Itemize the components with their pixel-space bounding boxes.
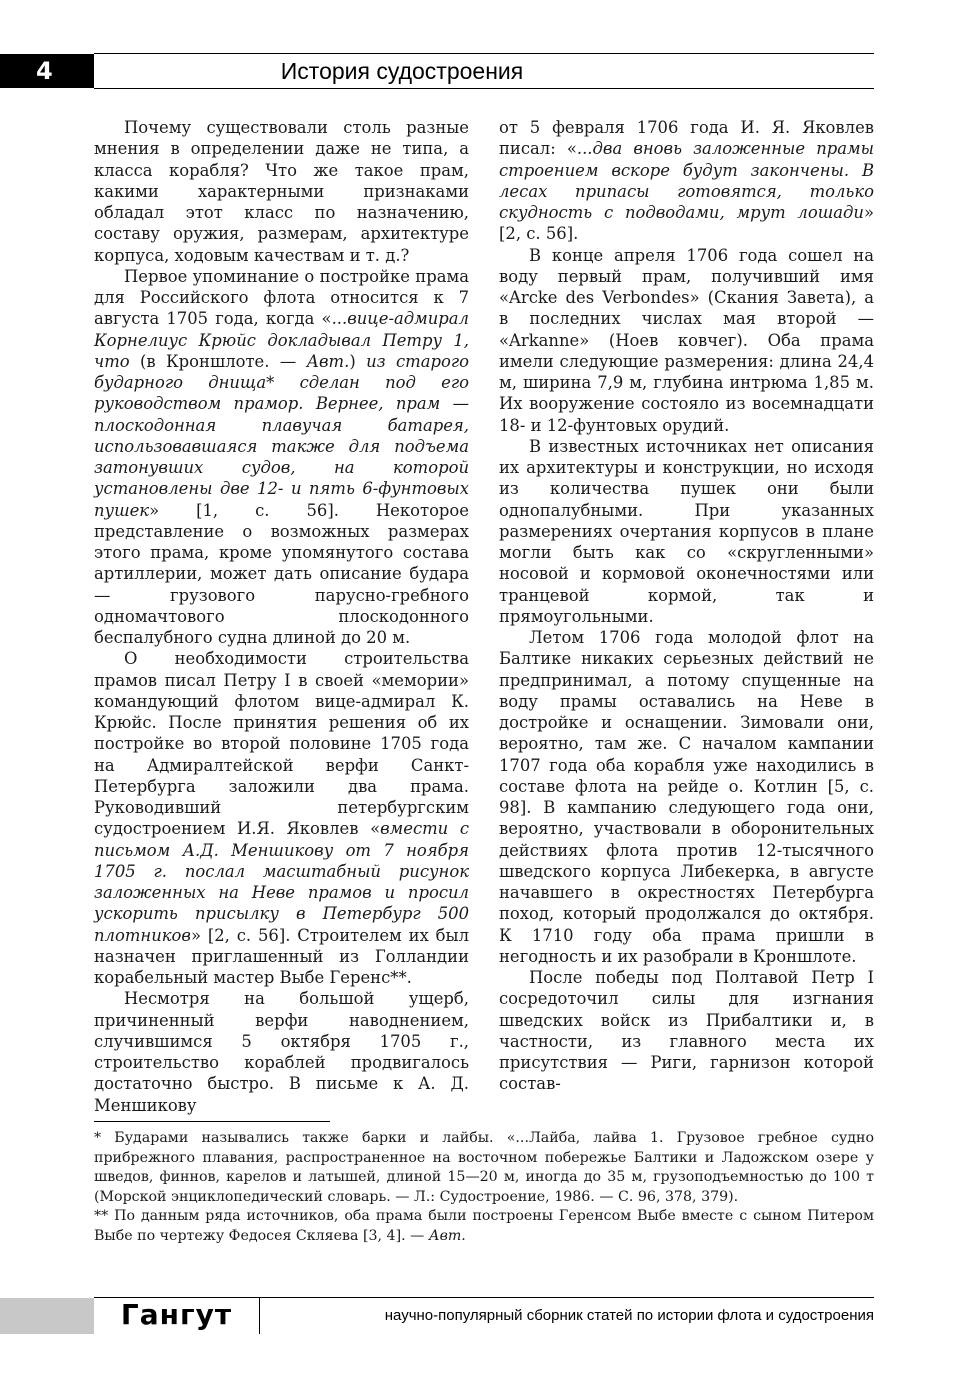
- text-run: В известных источниках нет описания их архитектуры и конструкции, но исходя из количества пушек они были однопалубными. При указанных размерениях очертания корпусов в плане могли быть как со «скругленными» носовой и кормовой оконечностями или транцевой кормой, так и прямоугольными.: [499, 436, 874, 626]
- footer-tagline: научно-популярный сборник статей по истории флота и судостроения: [384, 1307, 874, 1324]
- text-run: ): [349, 351, 367, 371]
- footer-gray-block: [0, 1298, 94, 1334]
- right-column-paragraph: [499, 117, 874, 245]
- text-run: В конце апреля 1706 года сошел на воду первый прам, получивший имя «Arcke des Verbondes» (Скания Завета), а в последних числах мая второй — «Arkanne» (Ноев ковчег). Оба прама имели следующие размерения: длина 24,4 м, ширина 7,9 м, глубина интрюма 1,85 м. Их вооружение состояло из восемнадцати 18- и 12-фунтовых орудий.: [499, 245, 874, 435]
- right-column-paragraph: [499, 967, 874, 1095]
- footnote-paragraph: [94, 1129, 874, 1207]
- italic-quote: сделан под его руководством прамор. Вернее, прам — плоскодонная плавучая батарея, использовавшаяся также для подъема затонувших судов, на которой установлены две 12- и пять 6-фунтовых пушек: [94, 373, 469, 520]
- footnote-rule: [94, 1121, 330, 1122]
- text-run: *: [266, 373, 300, 392]
- section-title: История судостроения: [280, 58, 524, 84]
- italic-quote: ...вице-адмирал Корнелиус Крюйс докладывал Петру 1, что: [94, 309, 469, 371]
- left-column-paragraph: [94, 648, 469, 988]
- right-column-paragraph: [499, 436, 874, 627]
- left-column: [94, 117, 469, 1116]
- right-column-paragraph: [499, 245, 874, 436]
- italic-quote: из старого бударного днища: [94, 351, 469, 392]
- header-bottom-rule: [94, 88, 874, 89]
- right-column: [499, 117, 874, 1095]
- italic-quote: вмести с письмом А.Д. Меншикову от 7 ноября 1705 г. послал масштабный рисунок заложенных на Неве прамов и просил ускорить присылку в Петербург 500 плотников: [94, 819, 470, 945]
- left-column-paragraph: [94, 988, 469, 1116]
- text-run: Несмотря на большой ущерб, причиненный верфи наводнением, случившимся 5 октября 1705 г., строительство кораблей продвигалось достаточно быстро. В письме к А. Д. Меншикову: [94, 989, 469, 1115]
- italic-quote: Авт.: [306, 351, 350, 371]
- footnote-paragraph: [94, 1207, 874, 1246]
- italic-quote: ...два вновь заложенные прамы строением вскоре будут закончены. В лесах припасы готовятся, только скудность с подводами, мрут лошади: [499, 139, 874, 222]
- right-column-paragraph: [499, 627, 874, 967]
- text-run: » [1, с. 56]. Некоторое представление о возможных размерах этого прама, кроме упомянутого состава артиллерии, может дать описание бударa — грузового парусно-гребного одномачтового плоскодонного беспалубного судна длиной до 20 м.: [94, 500, 469, 647]
- italic-quote: Авт.: [428, 1227, 466, 1244]
- text-run: (в Кроншлоте. —: [129, 351, 307, 371]
- text-run: Почему существовали столь разные мнения в определении даже не типа, а класса корабля? Что же такое прам, какими характерными признаками обладал этот класс по назначению, составу оружия, размерам, архитектуре корпуса, ходовым качествам и т. д.?: [94, 118, 469, 265]
- text-run: » [2, с. 56]. Строителем их был назначен приглашенный из Голландии корабельный мастер Выбе Геренс**.: [94, 925, 469, 987]
- text-run: О необходимости строительства прамов писал Петру I в своей «мемории» командующий флотом вице-адмирал К. Крюйс. После принятия решения об их постройке во второй половине 1705 года на Адмиралтейской верфи Санкт-Петербурга заложили два прама. Руководивший петербургским судостроением И.Я. Яковлев «: [94, 649, 469, 839]
- text-run: Летом 1706 года молодой флот на Балтике никаких серьезных действий не предпринимал, а потому спущенные на воду прамы оставались на Неве в достройке и оснащении. Зимовали они, вероятно, там же. С началом кампании 1707 года оба корабля уже находились в составе флота на рейде о. Котлин [5, с. 98]. В кампанию следующего года они, вероятно, участвовали в оборонительных действиях флота против 12-тысячного шведского корпуса Либекерка, в августе начавшего в окрестностях Петербурга поход, который продолжался до октября. К 1710 году оба прама пришли в негодность и их разобрали в Кроншлоте.: [499, 628, 874, 966]
- text-run: После победы под Полтавой Петр I сосредоточил силы для изгнания шведских войск из Прибалтики и, в частности, из главного места их присутствия — Риги, гарнизон которой состав-: [499, 968, 874, 1094]
- text-run: Первое упоминание о постройке прама для Российского флота относится к 7 августа 1705 года, когда «: [94, 266, 469, 329]
- text-run: » [2, с. 56].: [499, 203, 874, 244]
- text-run: от 5 февраля 1706 года И. Я. Яковлев писал: «: [499, 118, 874, 159]
- left-column-paragraph: [94, 117, 469, 266]
- left-column-paragraph: [94, 266, 469, 649]
- gangut-logo: Гангут: [94, 1298, 260, 1334]
- text-run: ** По данным ряда источников, оба прама были построены Геренсом Выбе вместе с сыном Питером Выбе по чертежу Федосея Скляева [3, 4]. —: [94, 1208, 874, 1244]
- footnotes: [94, 1129, 874, 1246]
- text-run: * Бударами назывались также барки и лайбы. «...Лайба, лайва 1. Грузовое гребное судно прибрежного плавания, распространенное на восточном побережье Балтики и Ладожском озере у шведов, финнов, карелов и латышей, длиной 15—20 м, иногда до 35 м, грузоподъемностью до 100 т (Морской энциклопедический словарь. — Л.: Судостроение, 1986. — С. 96, 378, 379).: [94, 1130, 874, 1205]
- page-number: 4: [0, 54, 94, 88]
